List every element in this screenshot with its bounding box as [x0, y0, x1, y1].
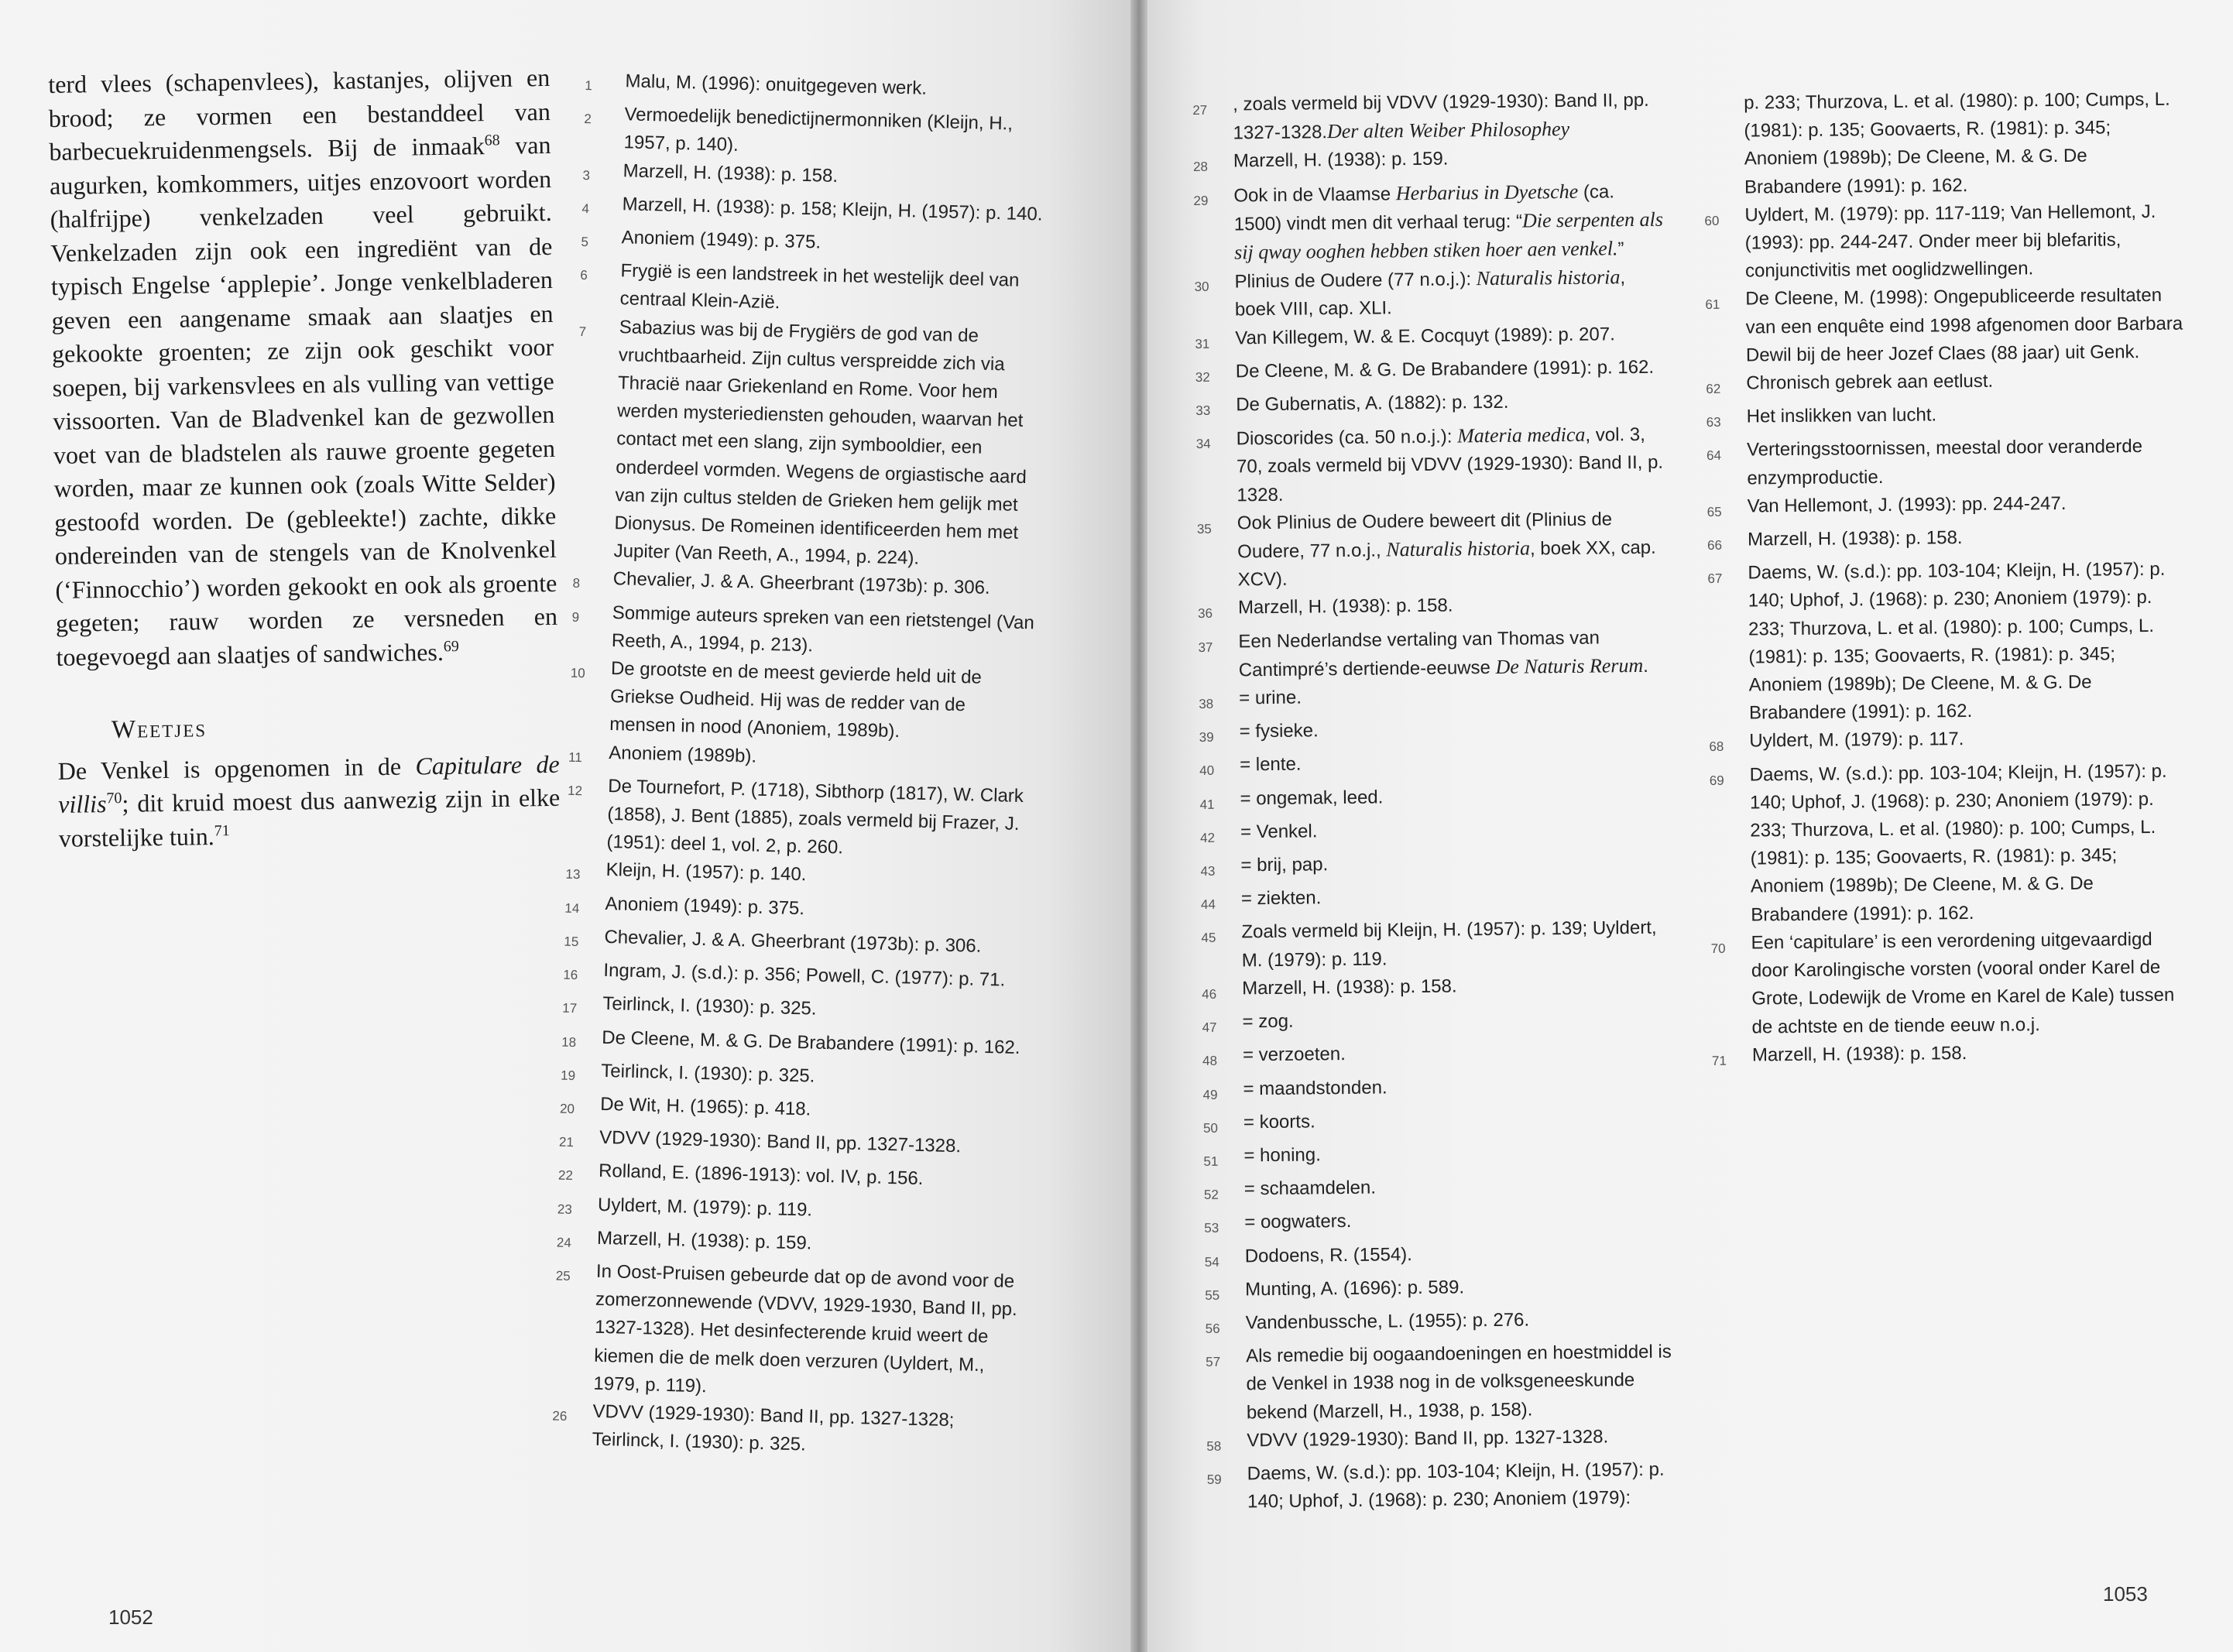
footnote-text: [1242, 1004, 1674, 1042]
footnote-text-part: Munting, A. (1696): p. 589.: [1245, 1277, 1465, 1301]
footnote-item: [566, 772, 1032, 867]
footnote-text-part: = koorts.: [1243, 1111, 1315, 1133]
footnote-number: 1: [585, 77, 593, 94]
footnote-number: 34: [1195, 437, 1211, 452]
footnote-text-part: De Cleene, M. & G. De Brabandere (1991): p. 162.: [1235, 356, 1655, 382]
book-gutter: [1130, 0, 1147, 1652]
footnote-item: [1201, 914, 1674, 975]
main-text: [48, 61, 561, 855]
footnote-text-part: Van Killegem, W. & E. Cocquyt (1989): p. 207.: [1235, 323, 1615, 349]
footnote-text-part: Teirlinck, I. (1930): p. 325.: [600, 1060, 815, 1087]
footnote-number: 11: [568, 749, 583, 765]
footnote-number: 50: [1202, 1120, 1219, 1136]
footnote-item: [1710, 925, 2191, 1041]
footnote-text-part: Ingram, J. (s.d.): p. 356; Powell, C. (1977): p. 71.: [603, 960, 1006, 991]
footnote-text-part: De Tournefort, P. (1718), Sibthorp (1817), W. Clark (1858), J. Bent (1885), zoals vermeld bij Frazer, J. (1951): deel 1, vol. 2, p. 260.: [606, 775, 1024, 859]
footnotes-column-3: [1703, 86, 2192, 1075]
footnote-number: 35: [1196, 521, 1212, 536]
footnote-number: 59: [1206, 1472, 1222, 1487]
footnote-text-part: Sommige auteurs spreken van een rietstengel (Van Reeth, A., 1994, p. 213).: [611, 602, 1035, 656]
footnote-number: 47: [1202, 1020, 1217, 1036]
footnote-item: [1204, 1205, 1676, 1243]
footnote-text: [1237, 420, 1669, 509]
footnote-text-part: Vandenbussche, L. (1955): p. 276.: [1245, 1309, 1530, 1334]
footnote-item: [1709, 724, 2189, 762]
footnote-text: [1242, 970, 1674, 1008]
footnote-text: [1240, 747, 1672, 785]
footnote-text: [1237, 505, 1670, 594]
footnote-number: 49: [1202, 1087, 1218, 1102]
footnote-number: 43: [1200, 863, 1216, 879]
footnote-text-part: Chevalier, J. & A. Gheerbrant (1973b): p. 306.: [604, 926, 982, 957]
footnote-item: [1200, 848, 1672, 886]
footnote-number: 5: [581, 234, 589, 250]
footnote-number: 25: [555, 1268, 571, 1284]
footnote-number: 64: [1706, 448, 1722, 464]
footnote-text: [1246, 1338, 1679, 1427]
footnote-text: [1236, 387, 1668, 425]
footnote-text-part: = verzoeten.: [1242, 1044, 1346, 1066]
footnote-item: [1203, 1104, 1676, 1143]
footnote-number: 31: [1195, 336, 1210, 351]
footnote-text-part: Daems, W. (s.d.): pp. 103-104; Kleijn, H. (1957): p. 140; Uphof, J. (1968): p. 230; Anoniem (1979): p. 233; Thurzova, L. et al. (1980): p. 100; Cumps, L. (1981): p. 135; Goovaerts, R. (1981): p. 345; Anoniem (1989b); De Cleene, M. & G. De Brabandere (1991): p. 162.: [1748, 559, 2166, 724]
footnote-number: 24: [556, 1235, 572, 1250]
footnote-text-part: Anoniem (1949): p. 375.: [605, 893, 805, 919]
footnote-text-part: = ziekten.: [1240, 887, 1322, 910]
footnote-item: [1195, 387, 1668, 426]
footnote-number: 57: [1206, 1354, 1221, 1370]
footnote-text-part: VDVV (1929-1930): Band II, pp. 1327-1328.: [1247, 1426, 1609, 1451]
footnote-text-part: = urine.: [1239, 687, 1302, 709]
footnote-item: [1706, 399, 2187, 437]
footnote-text: [1747, 399, 2187, 437]
footnote-item: [1205, 1238, 1677, 1277]
footnote-item: [1197, 505, 1670, 595]
footnote-number: 8: [572, 576, 581, 591]
footnote-text-part: , zoals vermeld bij VDVV (1929-1930): Band II, pp. 1327-1328.: [1233, 89, 1649, 144]
footnote-number: 67: [1707, 571, 1723, 587]
footnote-text-part: Daems, W. (s.d.): pp. 103-104; Kleijn, H. (1957): p. 140; Uphof, J. (1968): p. 230; Anoniem (1979): p. 233; Thurzova, L. et al. (1980): p. 100; Cumps, L. (1981): p. 135; Goovaerts, R. (1981): p. 345; Anoniem (1989b); De Cleene, M. & G. De Brabandere (1991): p. 162.: [1749, 760, 2167, 926]
footnote-number: 4: [581, 201, 590, 216]
footnote-text-part: = fysieke.: [1239, 720, 1319, 742]
footnote-text-part: De grootste en de meest gevierde held uit de Griekse Oudheid. Hij was de redder van de mensen in nood (Anoniem, 1989b).: [609, 658, 983, 742]
footnote-text-part: Vermoedelijk benedictijnermonniken (Kleijn, H., 1957, p. 140).: [623, 104, 1014, 156]
footnote-item: [1707, 488, 2187, 526]
footnote-number: 32: [1195, 369, 1210, 385]
footnote-item: [1704, 197, 2185, 286]
footnote-item: [1203, 1137, 1676, 1176]
weetjes-text-1: De Venkel is opgenomen in de: [57, 751, 416, 785]
footnote-text-part: Dioscorides (ca. 50 n.o.j.):: [1236, 426, 1458, 450]
footnotes-column-2: [1192, 87, 1679, 1517]
footnote-text-part: = schaamdelen.: [1243, 1177, 1377, 1200]
footnote-text-part: Verteringsstoornissen, meestal door veranderde enzymproductie.: [1746, 436, 2143, 489]
footnote-item: [1198, 590, 1670, 629]
footnote-number: 26: [552, 1408, 568, 1424]
footnote-number: 54: [1204, 1254, 1219, 1270]
footnote-item: [1199, 747, 1672, 786]
footnote-number: 12: [567, 783, 583, 799]
footnote-text-part: Marzell, H. (1938): p. 158.: [1237, 595, 1453, 619]
footnote-text-part: Een Nederlandse vertaling van Thomas van Cantimpré’s dertiende-eeuwse: [1238, 627, 1600, 681]
footnote-text: [1236, 353, 1668, 391]
footnote-number: 68: [1709, 739, 1724, 755]
italic-title: Materia medica: [1456, 423, 1586, 447]
footnote-text-part: Anoniem (1949): p. 375.: [621, 227, 822, 253]
footnote-item: [569, 654, 1035, 749]
footnote-item: [1707, 556, 2189, 728]
footnote-item: [1206, 1422, 1679, 1461]
footnote-item: [1192, 87, 1665, 149]
footnote-text: [1747, 433, 2187, 492]
footnote-number: 69: [1709, 773, 1724, 788]
footnote-text-part: Ook in de Vlaamse: [1233, 183, 1396, 207]
footnote-item: [1705, 282, 2186, 370]
footnote-text-part: .: [1643, 655, 1649, 677]
footnote-item: [1193, 143, 1665, 182]
footnote-text: [1233, 177, 1666, 267]
footnote-text: [1244, 1205, 1676, 1242]
footnote-text-part: Sabazius was bij de Frygiërs de god van de vruchtbaarheid. Zijn cultus verspreidde zich via Thracië naar Griekenland en Rome. Voor hem werden mysteriediensten gehouden, waarvan het contact met een slang, zijn symbooldier, een onderdeel vormden. Wegens de orgiastische aard van zijn cultus stelden de Grieken hem gelijk met Dionysus. De Romeinen identificeerden hem met Jupiter (Van Reeth, A., 1994, p. 224).: [613, 316, 1027, 569]
footnote-text: [1244, 1171, 1676, 1209]
footnotes-column-1: [551, 67, 1050, 1464]
footnote-text-part: = brij, pap.: [1240, 854, 1329, 876]
page-number-left: 1052: [108, 1606, 153, 1629]
footnote-item: [1202, 1071, 1675, 1109]
footnote-number: 10: [570, 665, 586, 681]
footnote-number: 45: [1201, 931, 1216, 946]
footnote-item: [573, 313, 1044, 576]
footnote-text: [1238, 623, 1671, 684]
footnote-item: [1204, 1171, 1676, 1210]
footnote-ref: 70: [106, 790, 122, 807]
footnote-text: [1749, 724, 2189, 761]
footnote-text-part: = ongemak, leed.: [1240, 787, 1384, 810]
footnote-item: [1202, 1004, 1674, 1043]
italic-title: Herbarius in Dyetsche: [1395, 180, 1579, 204]
page-number-right: 1053: [2103, 1582, 2148, 1606]
footnote-text-part: Marzell, H. (1938): p. 159.: [1233, 148, 1449, 172]
footnote-text: [606, 773, 1032, 867]
footnote-text-part: ”: [1617, 238, 1624, 260]
footnote-number: 33: [1195, 403, 1211, 419]
footnote-number: 51: [1203, 1153, 1219, 1169]
footnote-text-part: VDVV (1929-1930): Band II, pp. 1327-1328.: [599, 1126, 962, 1157]
footnote-text-part: = maandstonden.: [1243, 1076, 1387, 1099]
footnote-text-part: VDVV (1929-1930): Band II, pp. 1327-1328; Teirlinck, I. (1930): p. 325.: [592, 1400, 955, 1455]
footnote-text-part: Marzell, H. (1938): p. 158.: [1751, 1042, 1967, 1066]
footnote-number: 38: [1199, 696, 1214, 712]
footnote-number: 56: [1205, 1321, 1220, 1336]
footnote-text: [613, 314, 1044, 576]
footnote-text-part: Rolland, E. (1896-1913): vol. IV, p. 156.: [598, 1160, 924, 1190]
footnote-text-part: p. 233; Thurzova, L. et al. (1980): p. 100; Cumps, L. (1981): p. 135; Goovaerts, R. (1981): p. 345; Anoniem (1989b); De Cleene, M. & G. De Brabandere (1991): p. 162.: [1744, 88, 2170, 198]
footnote-text: [1750, 757, 2191, 929]
footnote-text-part: Marzell, H. (1938): p. 158; Kleijn, H. (1957): p. 140.: [622, 194, 1043, 225]
footnote-number: 36: [1197, 606, 1213, 622]
footnote-text-part: Frygië is een landstreek in het westelijk deel van centraal Klein-Azië.: [619, 260, 1020, 314]
footnote-number: 65: [1706, 504, 1722, 519]
footnote-text: [1240, 848, 1672, 886]
footnote-text: [1243, 1037, 1675, 1075]
italic-title: Der alten Weiber Philosophey: [1326, 118, 1570, 143]
footnote-text: [1243, 1104, 1676, 1142]
footnote-number: 66: [1707, 537, 1723, 554]
footnote-text-part: Marzell, H. (1938): p. 159.: [596, 1227, 812, 1254]
footnote-number: 6: [580, 268, 588, 283]
footnote-text: [592, 1398, 1017, 1465]
footnote-text-part: Marzell, H. (1938): p. 158.: [1747, 527, 1963, 550]
footnote-number: 30: [1194, 279, 1209, 295]
footnote-number: 29: [1193, 193, 1209, 208]
footnote-item: [1194, 263, 1667, 325]
footnote-item: [1710, 757, 2191, 930]
footnote-number: 14: [564, 900, 580, 916]
footnote-text: [1238, 590, 1670, 628]
footnote-number: 22: [557, 1167, 574, 1184]
footnote-text-part: Marzell, H. (1938): p. 158.: [1241, 975, 1457, 999]
footnote-text: [1746, 366, 2186, 403]
italic-title: De Naturis Rerum: [1495, 653, 1644, 678]
italic-title: Naturalis historia: [1386, 536, 1531, 561]
footnote-item: [1200, 814, 1672, 852]
footnote-item: [1706, 366, 2186, 404]
footnote-number: 61: [1705, 297, 1720, 313]
footnote-text-part: Plinius de Oudere (77 n.o.j.):: [1234, 269, 1477, 293]
footnote-item: [1199, 714, 1671, 752]
footnote-number: 46: [1202, 986, 1217, 1002]
footnote-number: 42: [1199, 830, 1216, 845]
footnote-number: 18: [561, 1034, 577, 1050]
footnote-text: [1234, 263, 1667, 324]
footnote-text-part: Malu, M. (1996): onuitgegeven werk.: [625, 70, 928, 99]
footnote-number: 71: [1711, 1053, 1727, 1068]
footnote-text-part: In Oost-Pruisen gebeurde dat op de avond voor de zomerzonnewende (VDVV, 1929-1930, Band II, pp. 1327-1328). Het desinfecterende kruid weert de kiemen die de melk doen verzuren (Uyldert, M., 1979, p. 119).: [593, 1260, 1018, 1397]
footnote-item: [1207, 1455, 1680, 1517]
footnote-text-part: Teirlinck, I. (1930): p. 325.: [602, 993, 817, 1020]
footnote-item: [1193, 177, 1666, 268]
weetjes-text-2: ; dit kruid moest dus aanwezig zijn in elke vorstelijke tuin.: [58, 783, 561, 852]
footnote-item: [1206, 1338, 1679, 1428]
footnote-item: [1199, 780, 1672, 819]
footnote-text-part: Chronisch gebrek aan eetlust.: [1746, 370, 1994, 394]
footnote-item: [1195, 353, 1668, 392]
footnote-text: [1243, 1137, 1676, 1175]
footnote-number: 13: [565, 867, 581, 883]
footnote-text: [1243, 1071, 1675, 1109]
footnote-text-part: Anoniem (1989b).: [609, 742, 757, 767]
footnote-number: 20: [559, 1101, 575, 1116]
footnote-number: 2: [584, 111, 592, 127]
footnote-text-part: = Venkel.: [1240, 821, 1318, 843]
footnote-ref: 68: [484, 132, 500, 149]
footnote-text-part: = lente.: [1239, 754, 1302, 776]
footnote-item: [1205, 1304, 1677, 1343]
footnote-item: [1707, 523, 2187, 560]
italic-title: Naturalis historia: [1476, 266, 1621, 290]
footnote-text: [1239, 680, 1671, 718]
footnote-text-part: , boek XX, cap. XCV).: [1237, 536, 1656, 591]
footnote-text-part: De Gubernatis, A. (1882): p. 132.: [1236, 391, 1509, 416]
footnote-text-part: Als remedie bij oogaandoeningen en hoestmiddel is de Venkel in 1938 nog in de volksgeneeskunde bekend (Marzell, H., 1938, p. 158).: [1245, 1341, 1672, 1423]
footnote-number: 3: [582, 167, 591, 183]
footnote-number: 37: [1198, 639, 1213, 655]
footnote-text: [1247, 1455, 1680, 1516]
footnote-text: [609, 655, 1035, 749]
footnote-text: [1233, 87, 1665, 148]
footnote-text: [623, 101, 1049, 167]
footnote-text: [1751, 925, 2191, 1041]
footnote-text: [1240, 814, 1672, 852]
body-text-1: terd vlees (schapenvlees), kastanjes, olijven en brood; ze vormen een bestanddeel van barbecuekruidenmengsels. Bij de inmaak: [48, 63, 551, 166]
footnote-text-part: Chevalier, J. & A. Gheerbrant (1973b): p. 306.: [612, 568, 990, 599]
footnote-text: [619, 257, 1045, 324]
footnote-number: 40: [1199, 763, 1215, 779]
footnote-text: [1241, 914, 1674, 975]
footnote-number: 60: [1704, 213, 1720, 228]
footnote-text-part: Kleijn, H. (1957): p. 140.: [605, 859, 807, 886]
footnote-item: [1196, 420, 1669, 510]
footnote-text-part: Uyldert, M. (1979): p. 119.: [597, 1194, 813, 1221]
weetjes-paragraph: [57, 747, 561, 855]
footnote-text-part: = honing.: [1243, 1144, 1321, 1167]
footnote-number: 48: [1202, 1054, 1218, 1069]
footnote-number: 15: [564, 934, 579, 950]
footnote-item: [551, 1397, 1017, 1464]
footnote-text-part: Uyldert, M. (1979): pp. 117-119; Van Hellemont, J. (1993): pp. 244-247. Onder meer bij blefaritis, conjunctivitis met ooglidzwellingen.: [1744, 201, 2156, 282]
footnote-item: [1202, 970, 1674, 1009]
footnote-text: [1235, 320, 1667, 358]
footnote-number: 9: [571, 609, 580, 625]
italic-title: Capitulare de villis: [58, 749, 560, 818]
footnote-text: [1245, 1238, 1677, 1276]
footnote-number: 7: [578, 324, 587, 339]
footnote-text-part: Marzell, H. (1938): p. 158.: [623, 159, 839, 187]
footnote-number: [1703, 90, 1744, 202]
footnote-item: [1703, 86, 2184, 202]
footnote-item: [1202, 1037, 1675, 1076]
footnote-text: [1752, 1037, 2192, 1074]
footnote-text-part: Uyldert, M. (1979): p. 117.: [1749, 728, 1964, 752]
section-heading: Weetjes: [111, 715, 208, 744]
footnote-number: 58: [1206, 1438, 1222, 1454]
footnote-text-part: De Wit, H. (1965): p. 418.: [599, 1093, 811, 1120]
footnote-item: [1706, 433, 2187, 493]
footnote-number: 70: [1710, 941, 1726, 956]
footnote-text: [611, 599, 1037, 666]
footnote-text: [1748, 523, 2187, 560]
footnote-ref: 69: [443, 637, 459, 655]
footnote-text: [1247, 1422, 1679, 1460]
footnote-text: [1239, 714, 1671, 752]
footnote-text: [1748, 556, 2189, 728]
footnote-text-part: = oogwaters.: [1244, 1211, 1352, 1233]
footnote-text-part: De Cleene, M. (1998): Ongepubliceerde resultaten van een enquête eind 1998 afgenomen door Barbara Dewil bij de heer Jozef Claes (88 jaar) uit Genk.: [1745, 285, 2183, 366]
footnote-text-part: = zog.: [1242, 1010, 1294, 1033]
footnote-number: 23: [557, 1201, 573, 1217]
footnote-text: [1245, 1271, 1677, 1309]
footnote-text: [1748, 488, 2187, 526]
footnote-text: [1245, 1304, 1677, 1342]
footnote-item: [1205, 1271, 1677, 1310]
footnote-text: [1233, 143, 1665, 181]
footnote-text-part: Daems, W. (s.d.): pp. 103-104; Kleijn, H. (1957): p. 140; Uphof, J. (1968): p. 230; Anoniem (1979):: [1247, 1458, 1665, 1513]
footnote-number: 21: [558, 1134, 575, 1150]
footnote-item: [1712, 1037, 2192, 1075]
footnote-text: [593, 1258, 1020, 1408]
footnote-text-part: Ook Plinius de Oudere beweert dit (Plinius de Oudere, 77 n.o.j.,: [1237, 509, 1613, 563]
footnote-text-part: De Cleene, M. & G. De Brabandere (1991): p. 162.: [602, 1027, 1020, 1058]
footnote-text: [1744, 197, 2185, 286]
italic-title: Die serpenten als sij qway ooghen hebben stiken hoer aen venkel.: [1234, 207, 1664, 264]
footnote-text: [1745, 282, 2186, 370]
footnote-number: 27: [1192, 102, 1208, 118]
footnote-number: 44: [1200, 897, 1216, 913]
footnote-item: [1195, 320, 1667, 358]
footnote-text-part: , boek VIII, cap. XLI.: [1234, 267, 1626, 320]
footnote-number: 41: [1199, 797, 1215, 812]
footnote-text-part: Het inslikken van lucht.: [1746, 404, 1937, 427]
footnote-item: [1199, 680, 1671, 719]
footnote-text-part: Van Hellemont, J. (1993): pp. 244-247.: [1747, 492, 2067, 517]
footnote-number: 63: [1706, 415, 1721, 430]
footnote-number: 16: [563, 967, 578, 983]
footnote-ref: 71: [214, 821, 230, 839]
footnote-number: 62: [1706, 381, 1721, 397]
footnote-item: [553, 1256, 1020, 1408]
footnote-text-part: , vol. 3, 70, zoals vermeld bij VDVV (1929-1930): Band II, p. 1328.: [1236, 424, 1664, 506]
body-text-2: van augurken, komkommers, uitjes enzovoort worden (halfrijpe) venkelzaden veel gebruikt. Venkelzaden zijn ook een ingrediënt van de typisch Engelse ‘applepie’. Jonge venkelbladeren geven een aangename smaak aan slaatjes en gekookte groenten; ze zijn ook geschikt voor soepen, bij varkensvlees en als vulling van vettige vissoorten. Van de Bladvenkel kan de gezwollen voet van de bladstelen als rauwe groente gegeten worden, maar ze kunnen ook (zoals Witte Selder) gestoofd worden. De (gebleekte!) zachte, dikke ondereinden van de stengels van de Knolvenkel (‘Finnocchio’) worden gekookt en ook als groente gegeten; rauw worden ze versneden en toegevoegd aan slaatjes of sandwiches.: [49, 130, 558, 671]
footnote-number: 39: [1199, 730, 1214, 745]
footnote-number: 17: [562, 1000, 578, 1016]
footnote-text: [1744, 86, 2184, 202]
footnote-text: [1240, 780, 1672, 818]
footnote-text: [1241, 881, 1673, 919]
footnote-number: 55: [1205, 1287, 1220, 1303]
footnote-number: 19: [560, 1068, 576, 1083]
footnote-text-part: (ca. 1500) vindt men dit verhaal terug: “: [1233, 180, 1615, 235]
footnote-text-part: Een ‘capitulare’ is een verordening uitgevaardigd door Karolingische vorsten (vooral onder Karel de Grote, Lodewijk de Vrome en Karel de Kale) tussen de achtste en de tiende eeuw n.o.j.: [1751, 928, 2175, 1037]
footnote-number: 28: [1192, 159, 1209, 175]
footnote-text-part: Zoals vermeld bij Kleijn, H. (1957): p. 139; Uyldert, M. (1979): p. 119.: [1241, 917, 1657, 972]
footnote-text-part: Dodoens, R. (1554).: [1244, 1243, 1413, 1266]
body-paragraph: [48, 61, 558, 674]
footnote-item: [1201, 881, 1673, 920]
footnote-number: 52: [1203, 1187, 1219, 1203]
footnote-item: [1198, 623, 1671, 685]
footnote-number: 53: [1204, 1221, 1219, 1236]
